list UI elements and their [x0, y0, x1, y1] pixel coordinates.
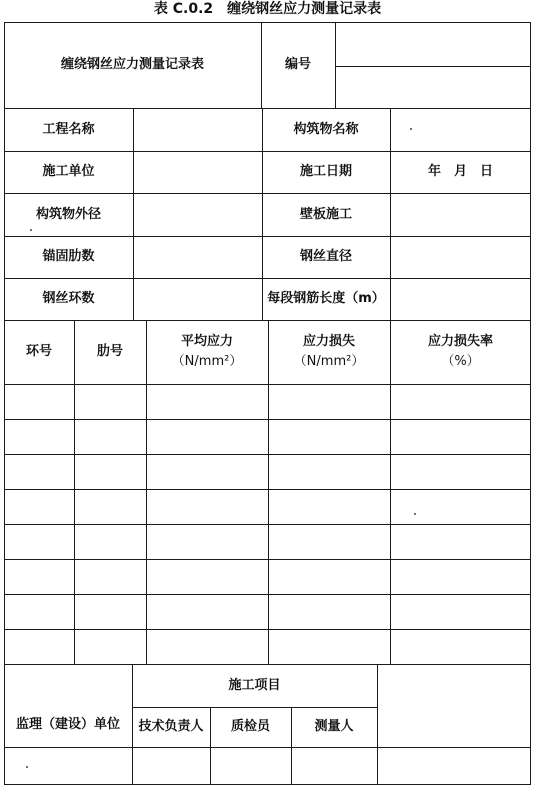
construction-unit-label: 施工单位: [42, 164, 95, 179]
form-title: 表 C.0.2 缠绕钢丝应力测量记录表: [153, 1, 382, 17]
record-table: [4, 22, 531, 785]
col-loss-rate-unit: （%）: [441, 354, 480, 369]
scan-speck: [414, 513, 416, 515]
col-stress-loss-label: 应力损失: [302, 334, 355, 349]
outer-diameter-field[interactable]: [133, 193, 262, 236]
col-ring-no: 环号: [25, 344, 52, 359]
wire-rings-field[interactable]: [133, 278, 262, 320]
anchor-ribs-field[interactable]: [133, 236, 262, 278]
wall-construction-field[interactable]: [390, 193, 531, 236]
col-stress-loss: [268, 320, 390, 384]
col-stress-loss-unit: （N/mm²）: [293, 354, 365, 369]
col-avg-stress-label: 平均应力: [180, 334, 233, 349]
supervision-signature-field[interactable]: [377, 664, 531, 785]
anchor-ribs-label: 锚固肋数: [42, 249, 95, 264]
scan-speck: [410, 128, 412, 130]
wire-diameter-field[interactable]: [390, 236, 531, 278]
construction-unit-field[interactable]: [133, 151, 262, 193]
number-field-2[interactable]: [335, 66, 531, 108]
construction-item-label: 施工项目: [228, 677, 281, 693]
construction-date-field[interactable]: 年 月 日: [427, 164, 493, 179]
project-name-field[interactable]: [133, 108, 262, 151]
wire-diameter-label: 钢丝直径: [299, 249, 352, 264]
col-loss-rate: [390, 320, 531, 384]
tech-lead-label: 技术负责人: [138, 719, 204, 734]
wire-rings-label: 钢丝环数: [42, 291, 95, 306]
col-loss-rate-label: 应力损失率: [427, 334, 493, 349]
outer-diameter-label: 构筑物外径: [35, 206, 101, 222]
number-label: 编号: [284, 57, 311, 72]
number-field[interactable]: [335, 22, 531, 66]
wall-construction-label: 壁板施工: [299, 206, 352, 222]
quality-inspector-label: 质检员: [230, 719, 270, 734]
surveyor-label: 测量人: [314, 719, 354, 734]
col-avg-stress-unit: （N/mm²）: [171, 354, 243, 369]
col-avg-stress: [146, 320, 268, 384]
scan-speck: [30, 229, 32, 231]
construction-date-label: 施工日期: [299, 164, 352, 179]
supervision-unit-label: 监理（建设）单位: [15, 716, 120, 732]
project-name-label: 工程名称: [42, 121, 95, 137]
col-rib-no: 肋号: [96, 344, 123, 359]
segment-length-label: 每段钢筋长度（m）: [267, 291, 385, 306]
segment-length-field[interactable]: [390, 278, 531, 320]
scan-speck: [26, 766, 28, 768]
structure-name-label: 构筑物名称: [293, 121, 359, 137]
form-name-cell: 缠绕钢丝应力测量记录表: [60, 57, 204, 72]
